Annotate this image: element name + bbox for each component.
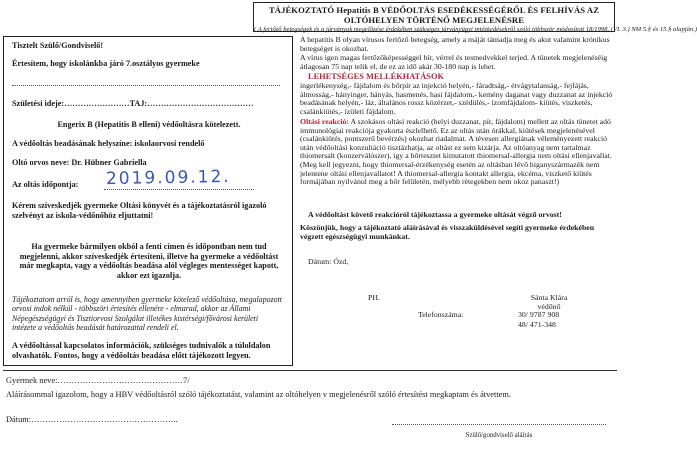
- info-italic-text: Tájékoztatom arról is, hogy amennyiben gyermeke kötelező védőoltása, megalapozott orvosi indok nélkül - többszöri értesítés ellenére - elmarad, akkor az Állami Népegészségügyi és Tisztiorvosi Szolgálat illetékes kistérségi/fővárosi kerületi intézete a védőoltás beadását határozattal rendeli el.: [12, 295, 282, 332]
- contact-text: A védőoltással kapcsolatos információk, szükséges tudnivalók a túloldalon olvashatók. Fontos, hogy a védőoltás beadása előtt tájékozott legyen.: [12, 341, 271, 360]
- signature-line: [392, 424, 606, 425]
- greeting: Tisztelt Szülő/Gondviselő!: [12, 41, 104, 50]
- transmission-text: A vírus igen magas fertőzőképességgel bír, vérrel és testnedvekkel terjed. A tünetek megjelenéséig átlagosan 75 nap telik el, de ez az idő akár 30-180 nap is lehet.: [300, 53, 608, 71]
- student-name-line: [12, 85, 280, 86]
- request-text: Kérem szíveskedjék gyermeke Oltási könyvét és a tájékoztatásról igazoló szelvényt az iskola-védőnőhöz eljuttatni!: [12, 201, 267, 220]
- thanks-text: Köszönjük, hogy a tájékoztató aláírásával és visszaküldésével segíti gyermeke érdekében végzett egészségügyi munkánkat.: [300, 223, 595, 241]
- reaction-text: A szokásos oltási reakció (helyi duzzanat, pír, fájdalom) mellett az oltás tünetet adó immunológiai reakciója gyakorta észlelhető. Ez az oltás után órákkal, kiütések megjelenésével (csalánkiütés, pontszerű bevérzés) okozhat riadalmat. A tévesen allergiának véleményezett reakció után védőoltási konzultáció tisztázhatja, az oltást ez sem kizárja. Az oltóanyag nem tartalmaz thiomersalt (konzerválószer), így a bőrtesztet kimutatott thiomersal-allergia nem oltási ellenjavallat. (Meg kell jegyezni, hogy thiomersal-érzékenység esetén az oltásban lévő higanyszármazék nem jelentene oltási ellenjavallatot! A thiomersal-allergia kontakt allergia, ekcéma, viszkető kiütés formájában nyilvánul meg a bőr felületén, mélyebb rétegekben nem okoz panaszt!): [300, 117, 612, 187]
- nurse-name: Sánta Klára: [530, 293, 568, 302]
- cut-line: [3, 370, 617, 371]
- reaction-title: Oltási reakció:: [300, 117, 350, 126]
- intro-text: A hepatitis B olyan vírusos fertőző betegség, amely a máját támadja meg és akut valamint krónikus betegséget is okozhat.: [300, 35, 610, 53]
- child-name-line: Gyermek neve:………………………………………7/: [6, 376, 190, 385]
- location-line: A védőoltás beadásának helyszíne: iskolaorvosi rendelő: [12, 139, 205, 148]
- nurse-title: védőnő: [537, 302, 561, 311]
- birth-date-taj-line: Születési ideje:……………………TAJ:…………………………………: [12, 99, 254, 108]
- phone-number-1: 30/ 9787 908: [518, 310, 560, 319]
- date-label: Az oltás időpontja:: [12, 180, 79, 189]
- doctor-line: Oltó orvos neve: Dr. Hübner Gabriella: [12, 158, 147, 167]
- phone-label: Telefonszáma:: [418, 310, 464, 319]
- header-box: [253, 2, 697, 33]
- notice-line: Értesítem, hogy iskolánkba járó 7.osztályos gyermeke: [12, 59, 200, 68]
- date-line: Dátum:……………………………………………..: [6, 415, 178, 424]
- ph-stamp-label: PH.: [368, 293, 380, 302]
- illness-text: Ha gyermeke bármilyen okból a fenti címen és időpontban nem tud megjelenni, akkor szíveskedjék értesíteni, illetve ha gyermeke a védőoltást már megkapta, vagy a védőoltás beadása alól végleges mentességet kapott, akkor ezt igazolja.: [19, 242, 279, 280]
- signature-label: Szülő/gondviselő aláírás: [465, 432, 533, 439]
- right-panel: [296, 36, 617, 366]
- confirmation-text: Aláírásommal igazolom, hogy a HBV védőoltásról szóló tájékoztatást, valamint az oltóhelyen v megjelenésről szóló értesítést megkaptam és átvettem.: [6, 390, 511, 399]
- date-dotted-line: [104, 189, 254, 190]
- side-effects-title: LEHETSÉGES MELLÉKHATÁSOK: [308, 72, 444, 81]
- page-title: TÁJÉKOZTATÓ Hepatitis B VÉDŐOLTÁS ESEDÉKESSÉGÉRŐL ÉS FELHÍVÁS AZ OLTÓHELYEN TÖRTÉNŐ MEGJELENÉSRE: [268, 5, 600, 25]
- place-date-line: Dátum: Ózd,: [308, 257, 349, 266]
- after-text: A védőoltást követő reakcióról tájékoztassa a gyermeke oltását végző orvost!: [308, 210, 562, 219]
- reaction-block: [300, 118, 613, 187]
- vaccine-line: Engerix B (Hepatitis B elleni) védőoltásra kötelezett.: [57, 120, 241, 129]
- side-effects-text: ingerlékenység,- fájdalom és bőrpír az injekció helyén,- fáradtság,- étvágytalanság,- fejfájás, álmosság,- hányinger, hányás, hasmenés, hasi fájdalom,- kemény daganat vagy duzzanat az injekció beadásának helyén,- láz, általános rossz közérzet,- szédülés,- izomfájdalom- kiütés, viszketés, csalánkiütés,- ízületi fájdalom.: [300, 81, 613, 116]
- handwritten-date: 2019.09.12.: [105, 166, 231, 190]
- left-panel: [3, 36, 293, 366]
- page-subtitle: ( A fertőző betegségek és a járványok megelőzése érdekében szükséges járványügyi intézkedésekről szóló többször módosított 18/1998. (VI. 3.) NM 5.§ és 15.§ alapján.): [254, 26, 697, 33]
- phone-number-2: 48/ 471-348: [518, 320, 556, 329]
